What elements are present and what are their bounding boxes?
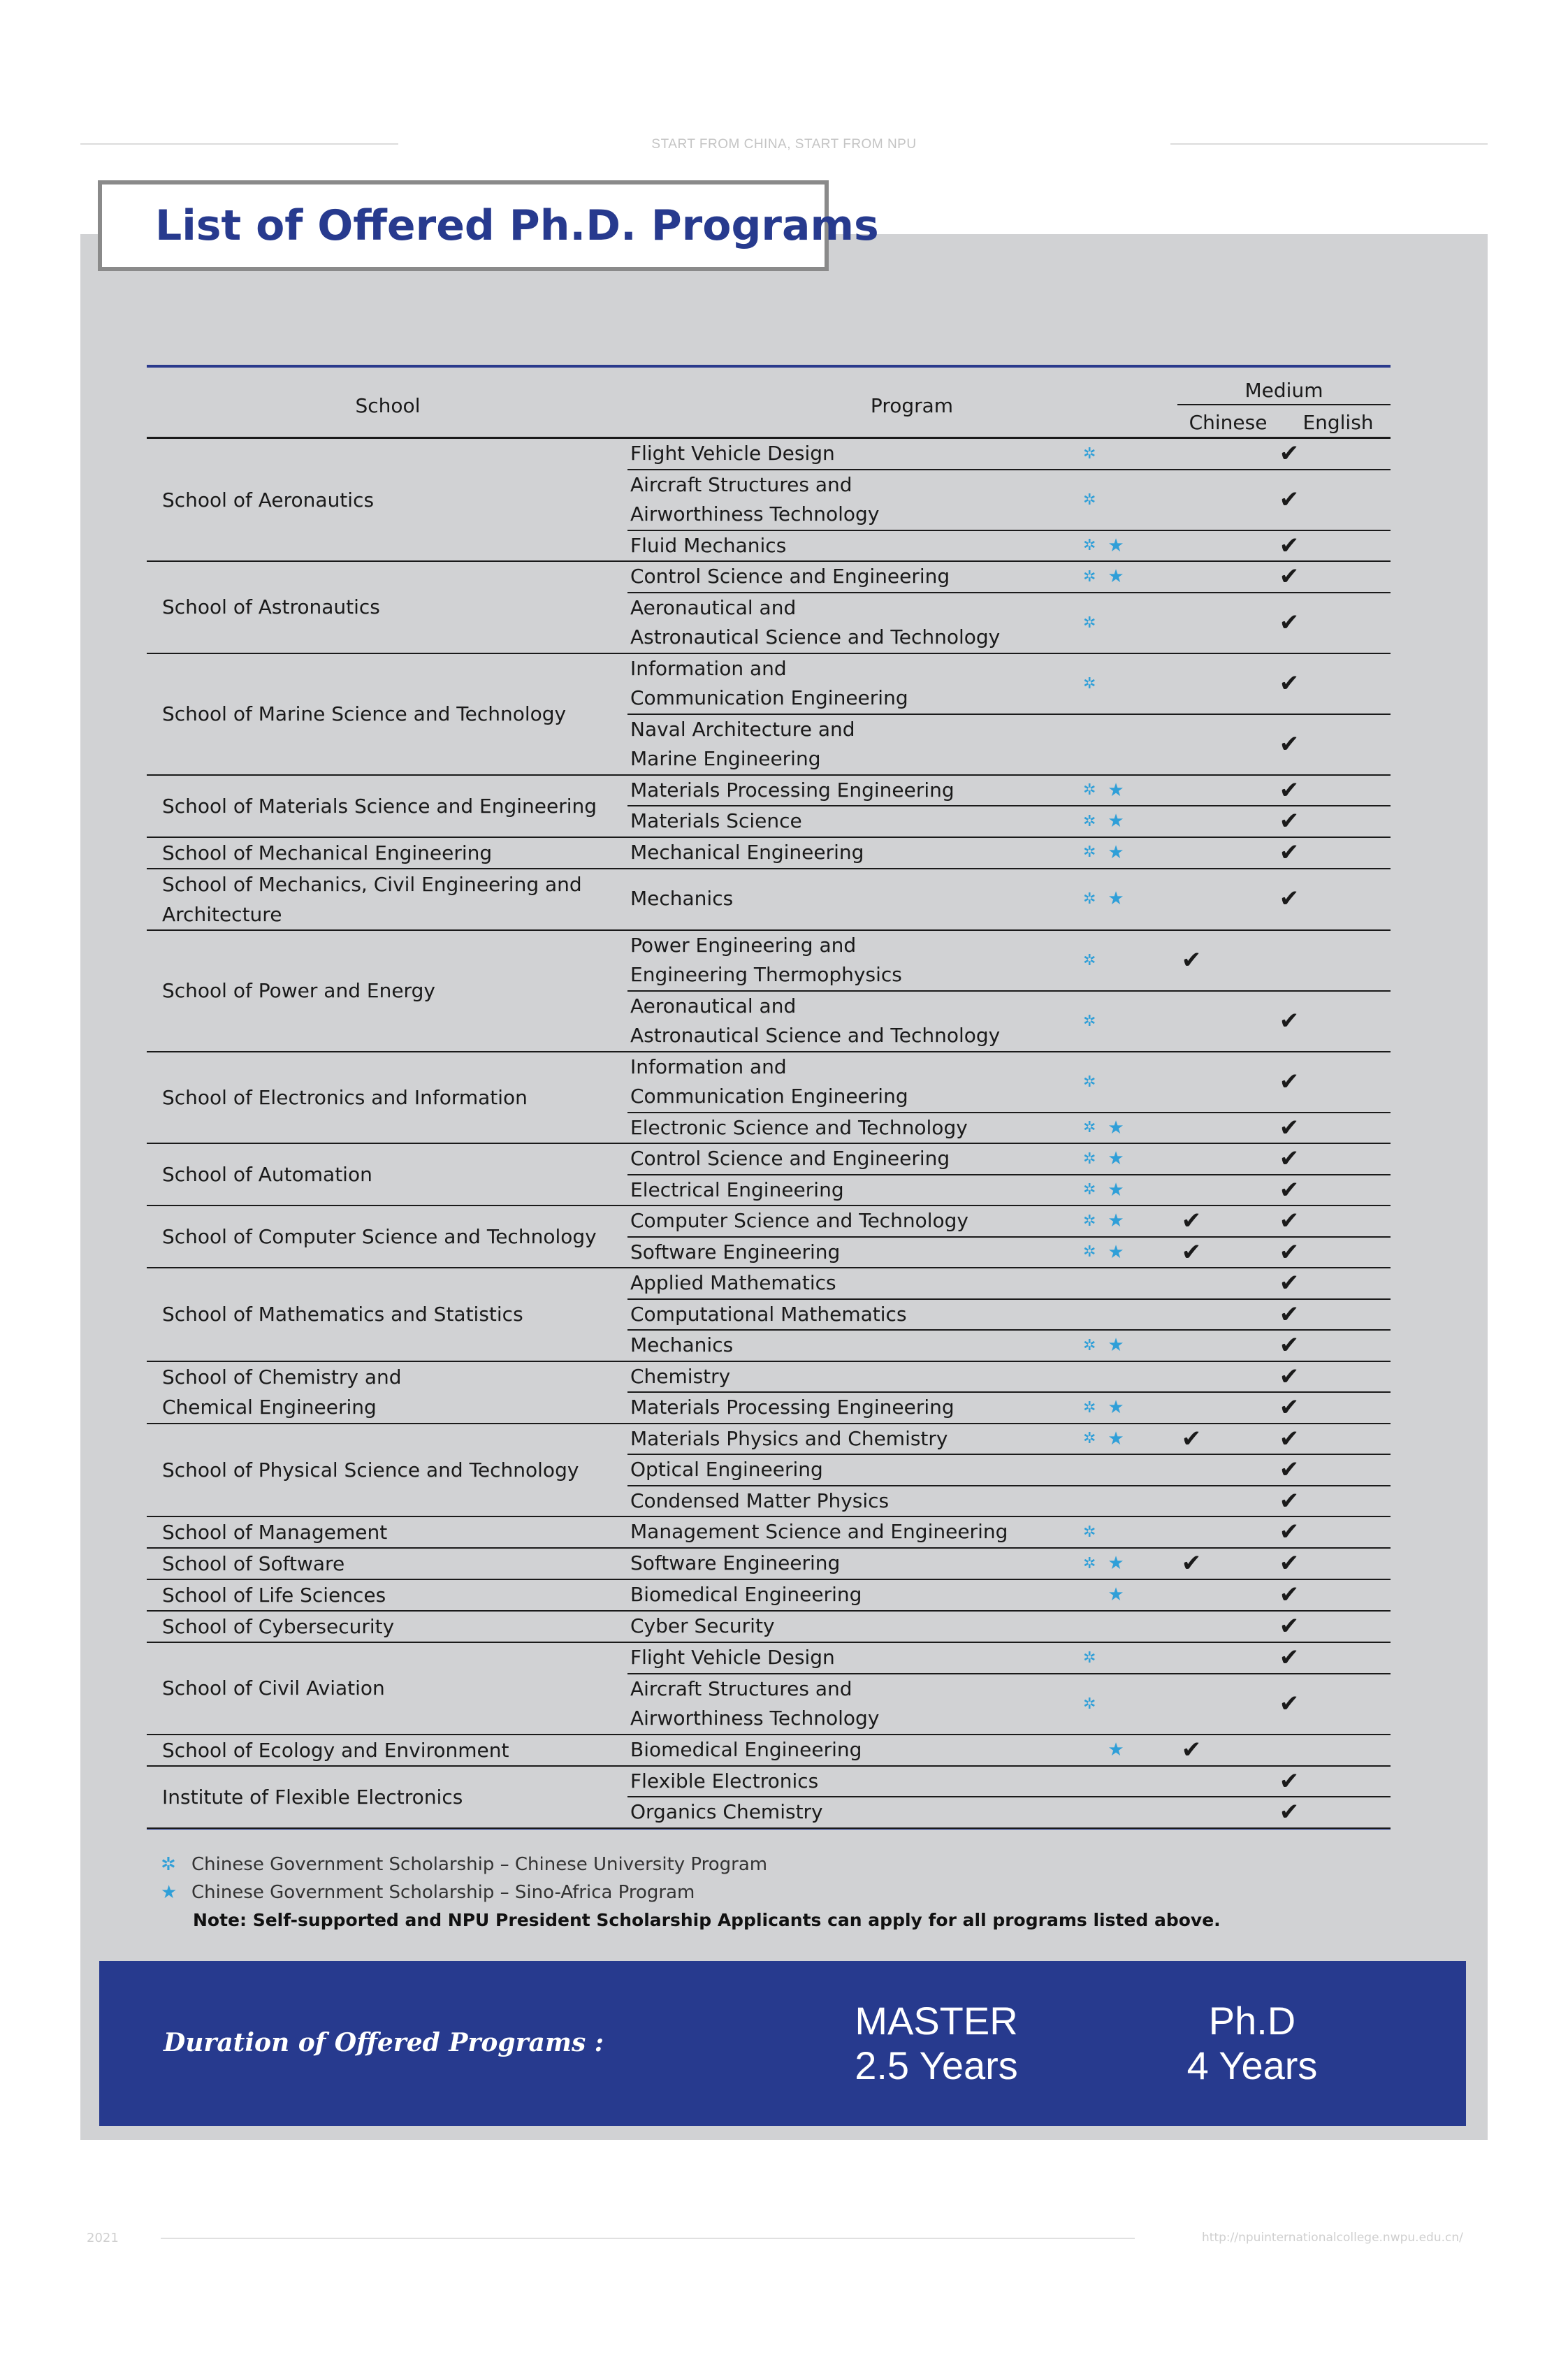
phd-title: Ph.D	[1208, 1999, 1296, 2043]
program-name: Control Science and Engineering	[630, 1147, 950, 1170]
school-name	[147, 1424, 627, 1516]
scholarship-cell	[1080, 1584, 1143, 1605]
school-group	[147, 1643, 1391, 1735]
page-title: List of Offered Ph.D. Programs	[155, 201, 879, 250]
english-check-icon: ✔	[1279, 1518, 1300, 1547]
scholarship-cell	[1080, 1335, 1143, 1356]
table-row	[627, 1391, 1391, 1423]
header-medium: Medium	[1244, 379, 1323, 402]
star-icon: ★	[1108, 1428, 1124, 1449]
program-list	[627, 1612, 1391, 1642]
gear-icon: ✲	[1083, 1398, 1096, 1417]
scholarship-cell	[1080, 1117, 1143, 1138]
table-row	[627, 1112, 1391, 1143]
english-check-icon: ✔	[1279, 1612, 1300, 1641]
gear-icon: ✲	[1083, 1150, 1096, 1168]
master-title: MASTER	[855, 1999, 1018, 2043]
english-check-icon: ✔	[1279, 1007, 1300, 1035]
english-check-icon: ✔	[1279, 1269, 1300, 1298]
school-name	[147, 1052, 627, 1143]
program-name: Computational Mathematics	[630, 1302, 907, 1326]
school-group	[147, 1362, 1391, 1424]
gear-icon: ✲	[1083, 1181, 1096, 1199]
program-list	[627, 1735, 1391, 1765]
school-name-text: School of Mathematics and Statistics	[162, 1303, 523, 1326]
star-icon: ★	[1108, 841, 1124, 863]
gear-icon: ✲	[1083, 1649, 1096, 1667]
school-name	[147, 1517, 627, 1547]
program-name: Cyber Security	[630, 1614, 775, 1637]
gear-icon: ✲	[1083, 1554, 1096, 1572]
school-name-text: School of Mechanics, Civil Engineering and Architecture	[162, 872, 582, 926]
school-name	[147, 562, 627, 653]
table-row	[627, 776, 1391, 806]
table-row	[627, 1174, 1391, 1206]
english-check-icon: ✔	[1279, 1798, 1300, 1827]
table-row	[627, 1268, 1391, 1298]
program-name: Chemistry	[630, 1364, 731, 1388]
school-name	[147, 869, 627, 929]
program-name: Materials Processing Engineering	[630, 1396, 954, 1419]
english-check-icon: ✔	[1279, 486, 1300, 514]
school-name-text: School of Materials Science and Engineering	[162, 794, 597, 818]
program-name: Materials Processing Engineering	[630, 778, 954, 802]
program-name: Flexible Electronics	[630, 1769, 819, 1793]
legend-note: Note: Self-supported and NPU President Scholarship Applicants can apply for all programs listed above.	[193, 1910, 1221, 1930]
scholarship-cell	[1080, 1695, 1143, 1713]
table-row	[627, 654, 1391, 714]
table-row	[627, 714, 1391, 774]
programs-table	[147, 365, 1391, 1830]
english-check-icon: ✔	[1279, 531, 1300, 560]
school-name-text: School of Cybersecurity	[162, 1615, 395, 1638]
program-list	[627, 1580, 1391, 1610]
school-group	[147, 562, 1391, 654]
school-group	[147, 439, 1391, 562]
star-icon: ★	[161, 1882, 177, 1903]
english-check-icon: ✔	[1279, 730, 1300, 758]
scholarship-cell	[1080, 1649, 1143, 1667]
legend-note-row	[161, 1906, 1221, 1934]
school-name	[147, 931, 627, 1051]
english-check-icon: ✔	[1279, 563, 1300, 591]
school-group	[147, 838, 1391, 869]
star-icon: ★	[1108, 1397, 1124, 1419]
table-row	[627, 1144, 1391, 1174]
program-name: Mechanical Engineering	[630, 840, 864, 864]
program-list	[627, 1052, 1391, 1143]
header-english: English	[1302, 411, 1374, 434]
chinese-check-icon: ✔	[1181, 1424, 1202, 1453]
table-row	[627, 931, 1391, 990]
table-row	[627, 1796, 1391, 1827]
english-check-icon: ✔	[1279, 1362, 1300, 1391]
footer-year: 2021	[87, 2231, 119, 2245]
legend-sa-row	[161, 1878, 1221, 1906]
program-name: Condensed Matter Physics	[630, 1489, 890, 1512]
table-row	[627, 1454, 1391, 1485]
chinese-check-icon: ✔	[1181, 1735, 1202, 1764]
english-check-icon: ✔	[1279, 1145, 1300, 1173]
gear-icon: ✲	[1083, 844, 1096, 862]
program-list	[627, 1206, 1391, 1267]
scholarship-cell	[1080, 1180, 1143, 1201]
english-check-icon: ✔	[1279, 1644, 1300, 1672]
program-list	[627, 869, 1391, 929]
school-group	[147, 654, 1391, 776]
duration-banner	[99, 1961, 1466, 2126]
scholarship-cell	[1080, 491, 1143, 509]
master-duration	[811, 1999, 1062, 2088]
school-name	[147, 654, 627, 774]
school-name-text: School of Computer Science and Technology	[162, 1225, 597, 1248]
table-row	[627, 1767, 1391, 1797]
program-name: Organics Chemistry	[630, 1800, 823, 1823]
program-name: Flight Vehicle Design	[630, 1646, 835, 1669]
program-name: Aeronautical and Astronautical Science and Technology	[630, 595, 1001, 649]
table-row	[627, 530, 1391, 561]
school-group	[147, 1612, 1391, 1643]
english-check-icon: ✔	[1279, 1456, 1300, 1484]
school-name-text: School of Automation	[162, 1163, 372, 1186]
gear-icon: ✲	[1083, 1243, 1096, 1261]
english-check-icon: ✔	[1279, 1581, 1300, 1609]
gear-icon: ✲	[1083, 491, 1096, 509]
program-list	[627, 931, 1391, 1051]
school-name-text: School of Management	[162, 1521, 388, 1544]
school-name-text: School of Aeronautics	[162, 488, 375, 512]
gear-icon: ✲	[1083, 1012, 1096, 1030]
program-name: Naval Architecture and Marine Engineering	[630, 717, 855, 770]
scholarship-cell	[1080, 1148, 1143, 1169]
program-name: Electronic Science and Technology	[630, 1115, 968, 1139]
header-school: School	[355, 394, 421, 417]
school-name-text: School of Astronautics	[162, 595, 380, 619]
school-group	[147, 1517, 1391, 1549]
program-name: Mechanics	[630, 886, 734, 910]
gear-icon: ✲	[1083, 1073, 1096, 1091]
table-row	[627, 562, 1391, 592]
table-row	[627, 1485, 1391, 1516]
program-name: Applied Mathematics	[630, 1271, 836, 1294]
english-check-icon: ✔	[1279, 807, 1300, 836]
program-name: Materials Science	[630, 809, 802, 832]
program-name: Biomedical Engineering	[630, 1737, 862, 1761]
program-name: Software Engineering	[630, 1240, 841, 1264]
school-name	[147, 1206, 627, 1267]
program-list	[627, 1549, 1391, 1579]
school-name	[147, 439, 627, 560]
school-group	[147, 1424, 1391, 1518]
english-check-icon: ✔	[1279, 1331, 1300, 1360]
school-name	[147, 1612, 627, 1642]
english-check-icon: ✔	[1279, 1690, 1300, 1718]
star-icon: ★	[1108, 535, 1124, 556]
school-group	[147, 931, 1391, 1052]
gear-icon: ✲	[1083, 444, 1096, 463]
school-name	[147, 776, 627, 837]
english-check-icon: ✔	[1279, 1175, 1300, 1204]
phd-duration	[1126, 1999, 1378, 2088]
scholarship-cell	[1080, 952, 1143, 969]
english-check-icon: ✔	[1279, 1424, 1300, 1453]
scholarship-cell	[1080, 780, 1143, 801]
phd-years: 4 Years	[1186, 2043, 1318, 2087]
program-list	[627, 1362, 1391, 1423]
scholarship-cell	[1080, 888, 1143, 909]
chinese-check-icon: ✔	[1181, 1207, 1202, 1236]
table-row	[627, 838, 1391, 868]
star-icon: ★	[1108, 1241, 1124, 1263]
english-check-icon: ✔	[1279, 1767, 1300, 1795]
table-row	[627, 1735, 1391, 1765]
title-box	[98, 180, 879, 271]
school-name-text: School of Marine Science and Technology	[162, 702, 567, 725]
master-years: 2.5 Years	[855, 2043, 1018, 2087]
program-list	[627, 439, 1391, 560]
program-name: Materials Physics and Chemistry	[630, 1426, 948, 1450]
scholarship-cell	[1080, 1210, 1143, 1231]
star-icon: ★	[1108, 566, 1124, 588]
english-check-icon: ✔	[1279, 838, 1300, 867]
school-name	[147, 1735, 627, 1765]
scholarship-cell	[1080, 1553, 1143, 1574]
english-check-icon: ✔	[1279, 1207, 1300, 1236]
table-row	[627, 1424, 1391, 1454]
star-icon: ★	[1108, 1117, 1124, 1138]
header-chinese: Chinese	[1189, 411, 1268, 434]
header-medium-rule	[1177, 404, 1391, 405]
footer-url[interactable]: http://npuinternationalcollege.nwpu.edu.cn/	[1202, 2231, 1463, 2245]
star-icon: ★	[1108, 1584, 1124, 1606]
table-row	[627, 1643, 1391, 1673]
school-name	[147, 1362, 627, 1423]
school-name-text: School of Chemistry and Chemical Engineering	[162, 1366, 402, 1419]
program-list	[627, 838, 1391, 868]
english-check-icon: ✔	[1279, 1068, 1300, 1096]
table-row	[627, 1329, 1391, 1361]
scholarship-cell	[1080, 675, 1143, 693]
school-name-text: School of Power and Energy	[162, 979, 435, 1002]
program-name: Information and Communication Engineering	[630, 1055, 908, 1108]
program-list	[627, 1517, 1391, 1547]
chinese-check-icon: ✔	[1181, 946, 1202, 974]
program-name: Control Science and Engineering	[630, 565, 950, 588]
program-list	[627, 1767, 1391, 1827]
star-icon: ★	[1108, 1210, 1124, 1232]
school-name-text: School of Physical Science and Technology	[162, 1458, 579, 1482]
program-name: Aircraft Structures and Airworthiness Technology	[630, 472, 880, 526]
program-name: Aircraft Structures and Airworthiness Technology	[630, 1677, 880, 1730]
star-icon: ★	[1108, 888, 1124, 909]
table-row	[627, 1673, 1391, 1734]
legend	[161, 1851, 1221, 1934]
program-name: Fluid Mechanics	[630, 533, 787, 557]
scholarship-cell	[1080, 614, 1143, 632]
school-name	[147, 1144, 627, 1205]
school-name	[147, 1767, 627, 1827]
english-check-icon: ✔	[1279, 885, 1300, 913]
english-check-icon: ✔	[1279, 1549, 1300, 1578]
english-check-icon: ✔	[1279, 1486, 1300, 1515]
program-name: Computer Science and Technology	[630, 1209, 968, 1232]
chinese-check-icon: ✔	[1181, 1238, 1202, 1266]
star-icon: ★	[1108, 811, 1124, 832]
table-row	[627, 469, 1391, 530]
program-name: Aeronautical and Astronautical Science and Technology	[630, 994, 1001, 1047]
school-group	[147, 1767, 1391, 1829]
school-group	[147, 1206, 1391, 1268]
table-row	[627, 1580, 1391, 1610]
school-group	[147, 1549, 1391, 1580]
gear-icon: ✲	[1083, 567, 1096, 586]
scholarship-cell	[1080, 566, 1143, 587]
table-row	[627, 990, 1391, 1051]
program-list	[627, 1144, 1391, 1205]
scholarship-cell	[1080, 842, 1143, 863]
gear-icon: ✲	[1083, 1523, 1096, 1541]
legend-sa-text: Chinese Government Scholarship – Sino-Africa Program	[191, 1882, 695, 1903]
duration-label: Duration of Offered Programs :	[164, 2028, 604, 2057]
program-name: Mechanics	[630, 1333, 734, 1356]
school-name	[147, 1549, 627, 1579]
scholarship-cell	[1080, 1397, 1143, 1418]
school-group	[147, 1052, 1391, 1145]
gear-icon: ✲	[1083, 674, 1096, 693]
school-name	[147, 1643, 627, 1734]
program-list	[627, 1643, 1391, 1734]
program-list	[627, 654, 1391, 774]
english-check-icon: ✔	[1279, 1238, 1300, 1266]
header-tagline: START FROM CHINA, START FROM NPU	[651, 137, 917, 152]
program-name: Flight Vehicle Design	[630, 442, 835, 465]
scholarship-cell	[1080, 445, 1143, 463]
chinese-check-icon: ✔	[1181, 1549, 1202, 1578]
star-icon: ★	[1108, 779, 1124, 801]
school-group	[147, 776, 1391, 838]
english-check-icon: ✔	[1279, 1393, 1300, 1422]
school-group	[147, 1268, 1391, 1362]
gear-icon: ✲	[1083, 812, 1096, 830]
star-icon: ★	[1108, 1553, 1124, 1574]
gear-icon: ✲	[1083, 781, 1096, 799]
program-name: Management Science and Engineering	[630, 1520, 1008, 1543]
header-program: Program	[870, 394, 954, 417]
table-row	[627, 1517, 1391, 1547]
scholarship-cell	[1080, 1428, 1143, 1449]
table-row	[627, 1362, 1391, 1392]
table-header	[147, 365, 1391, 439]
program-list	[627, 1424, 1391, 1516]
school-group	[147, 1735, 1391, 1767]
program-list	[627, 776, 1391, 837]
program-name: Biomedical Engineering	[630, 1583, 862, 1606]
table-body	[147, 439, 1391, 1829]
table-row	[627, 1206, 1391, 1236]
star-icon: ★	[1108, 1179, 1124, 1201]
gear-icon: ✲	[1083, 614, 1096, 632]
table-row	[627, 805, 1391, 837]
school-name-text: School of Life Sciences	[162, 1584, 386, 1607]
program-name: Information and Communication Engineering	[630, 656, 908, 709]
table-row	[627, 1549, 1391, 1579]
star-icon: ★	[1108, 1148, 1124, 1170]
english-check-icon: ✔	[1279, 1113, 1300, 1142]
school-name	[147, 1580, 627, 1610]
program-list	[627, 1268, 1391, 1361]
table-row	[627, 592, 1391, 653]
school-group	[147, 1580, 1391, 1612]
english-check-icon: ✔	[1279, 609, 1300, 637]
program-list	[627, 562, 1391, 653]
school-name	[147, 838, 627, 868]
scholarship-cell	[1080, 1523, 1143, 1541]
school-name-text: School of Civil Aviation	[162, 1677, 385, 1700]
gear-icon: ✲	[161, 1854, 176, 1875]
header-rule-right	[1170, 143, 1488, 145]
table-row	[627, 1052, 1391, 1112]
gear-icon: ✲	[1083, 1695, 1096, 1713]
table-row	[627, 1236, 1391, 1268]
table-row	[627, 439, 1391, 469]
school-group	[147, 1144, 1391, 1206]
star-icon: ★	[1108, 1739, 1124, 1760]
gear-icon: ✲	[1083, 1430, 1096, 1448]
gear-icon: ✲	[1083, 1119, 1096, 1137]
legend-cup-text: Chinese Government Scholarship – Chinese University Program	[191, 1854, 768, 1875]
gear-icon: ✲	[1083, 537, 1096, 555]
scholarship-cell	[1080, 1739, 1143, 1760]
table-row	[627, 1612, 1391, 1642]
scholarship-cell	[1080, 1242, 1143, 1263]
scholarship-cell	[1080, 1073, 1143, 1091]
program-name: Electrical Engineering	[630, 1178, 844, 1201]
school-name-text: School of Mechanical Engineering	[162, 841, 493, 864]
school-name-text: School of Electronics and Information	[162, 1085, 528, 1109]
footer-rule	[161, 2238, 1135, 2239]
english-check-icon: ✔	[1279, 440, 1300, 468]
gear-icon: ✲	[1083, 890, 1096, 908]
english-check-icon: ✔	[1279, 776, 1300, 804]
star-icon: ★	[1108, 1335, 1124, 1356]
program-name: Optical Engineering	[630, 1458, 823, 1481]
legend-cup-row	[161, 1851, 1221, 1878]
program-name: Power Engineering and Engineering Thermophysics	[630, 933, 902, 986]
program-name: Software Engineering	[630, 1551, 841, 1574]
english-check-icon: ✔	[1279, 669, 1300, 697]
english-check-icon: ✔	[1279, 1300, 1300, 1328]
school-name-text: School of Ecology and Environment	[162, 1738, 509, 1762]
school-name	[147, 1268, 627, 1361]
school-group	[147, 869, 1391, 931]
gear-icon: ✲	[1083, 1336, 1096, 1354]
gear-icon: ✲	[1083, 951, 1096, 969]
gear-icon: ✲	[1083, 1212, 1096, 1230]
scholarship-cell	[1080, 535, 1143, 556]
school-name-text: Institute of Flexible Electronics	[162, 1785, 463, 1809]
table-row	[627, 869, 1391, 929]
table-row	[627, 1298, 1391, 1330]
school-name-text: School of Software	[162, 1552, 345, 1575]
scholarship-cell	[1080, 811, 1143, 832]
scholarship-cell	[1080, 1013, 1143, 1030]
